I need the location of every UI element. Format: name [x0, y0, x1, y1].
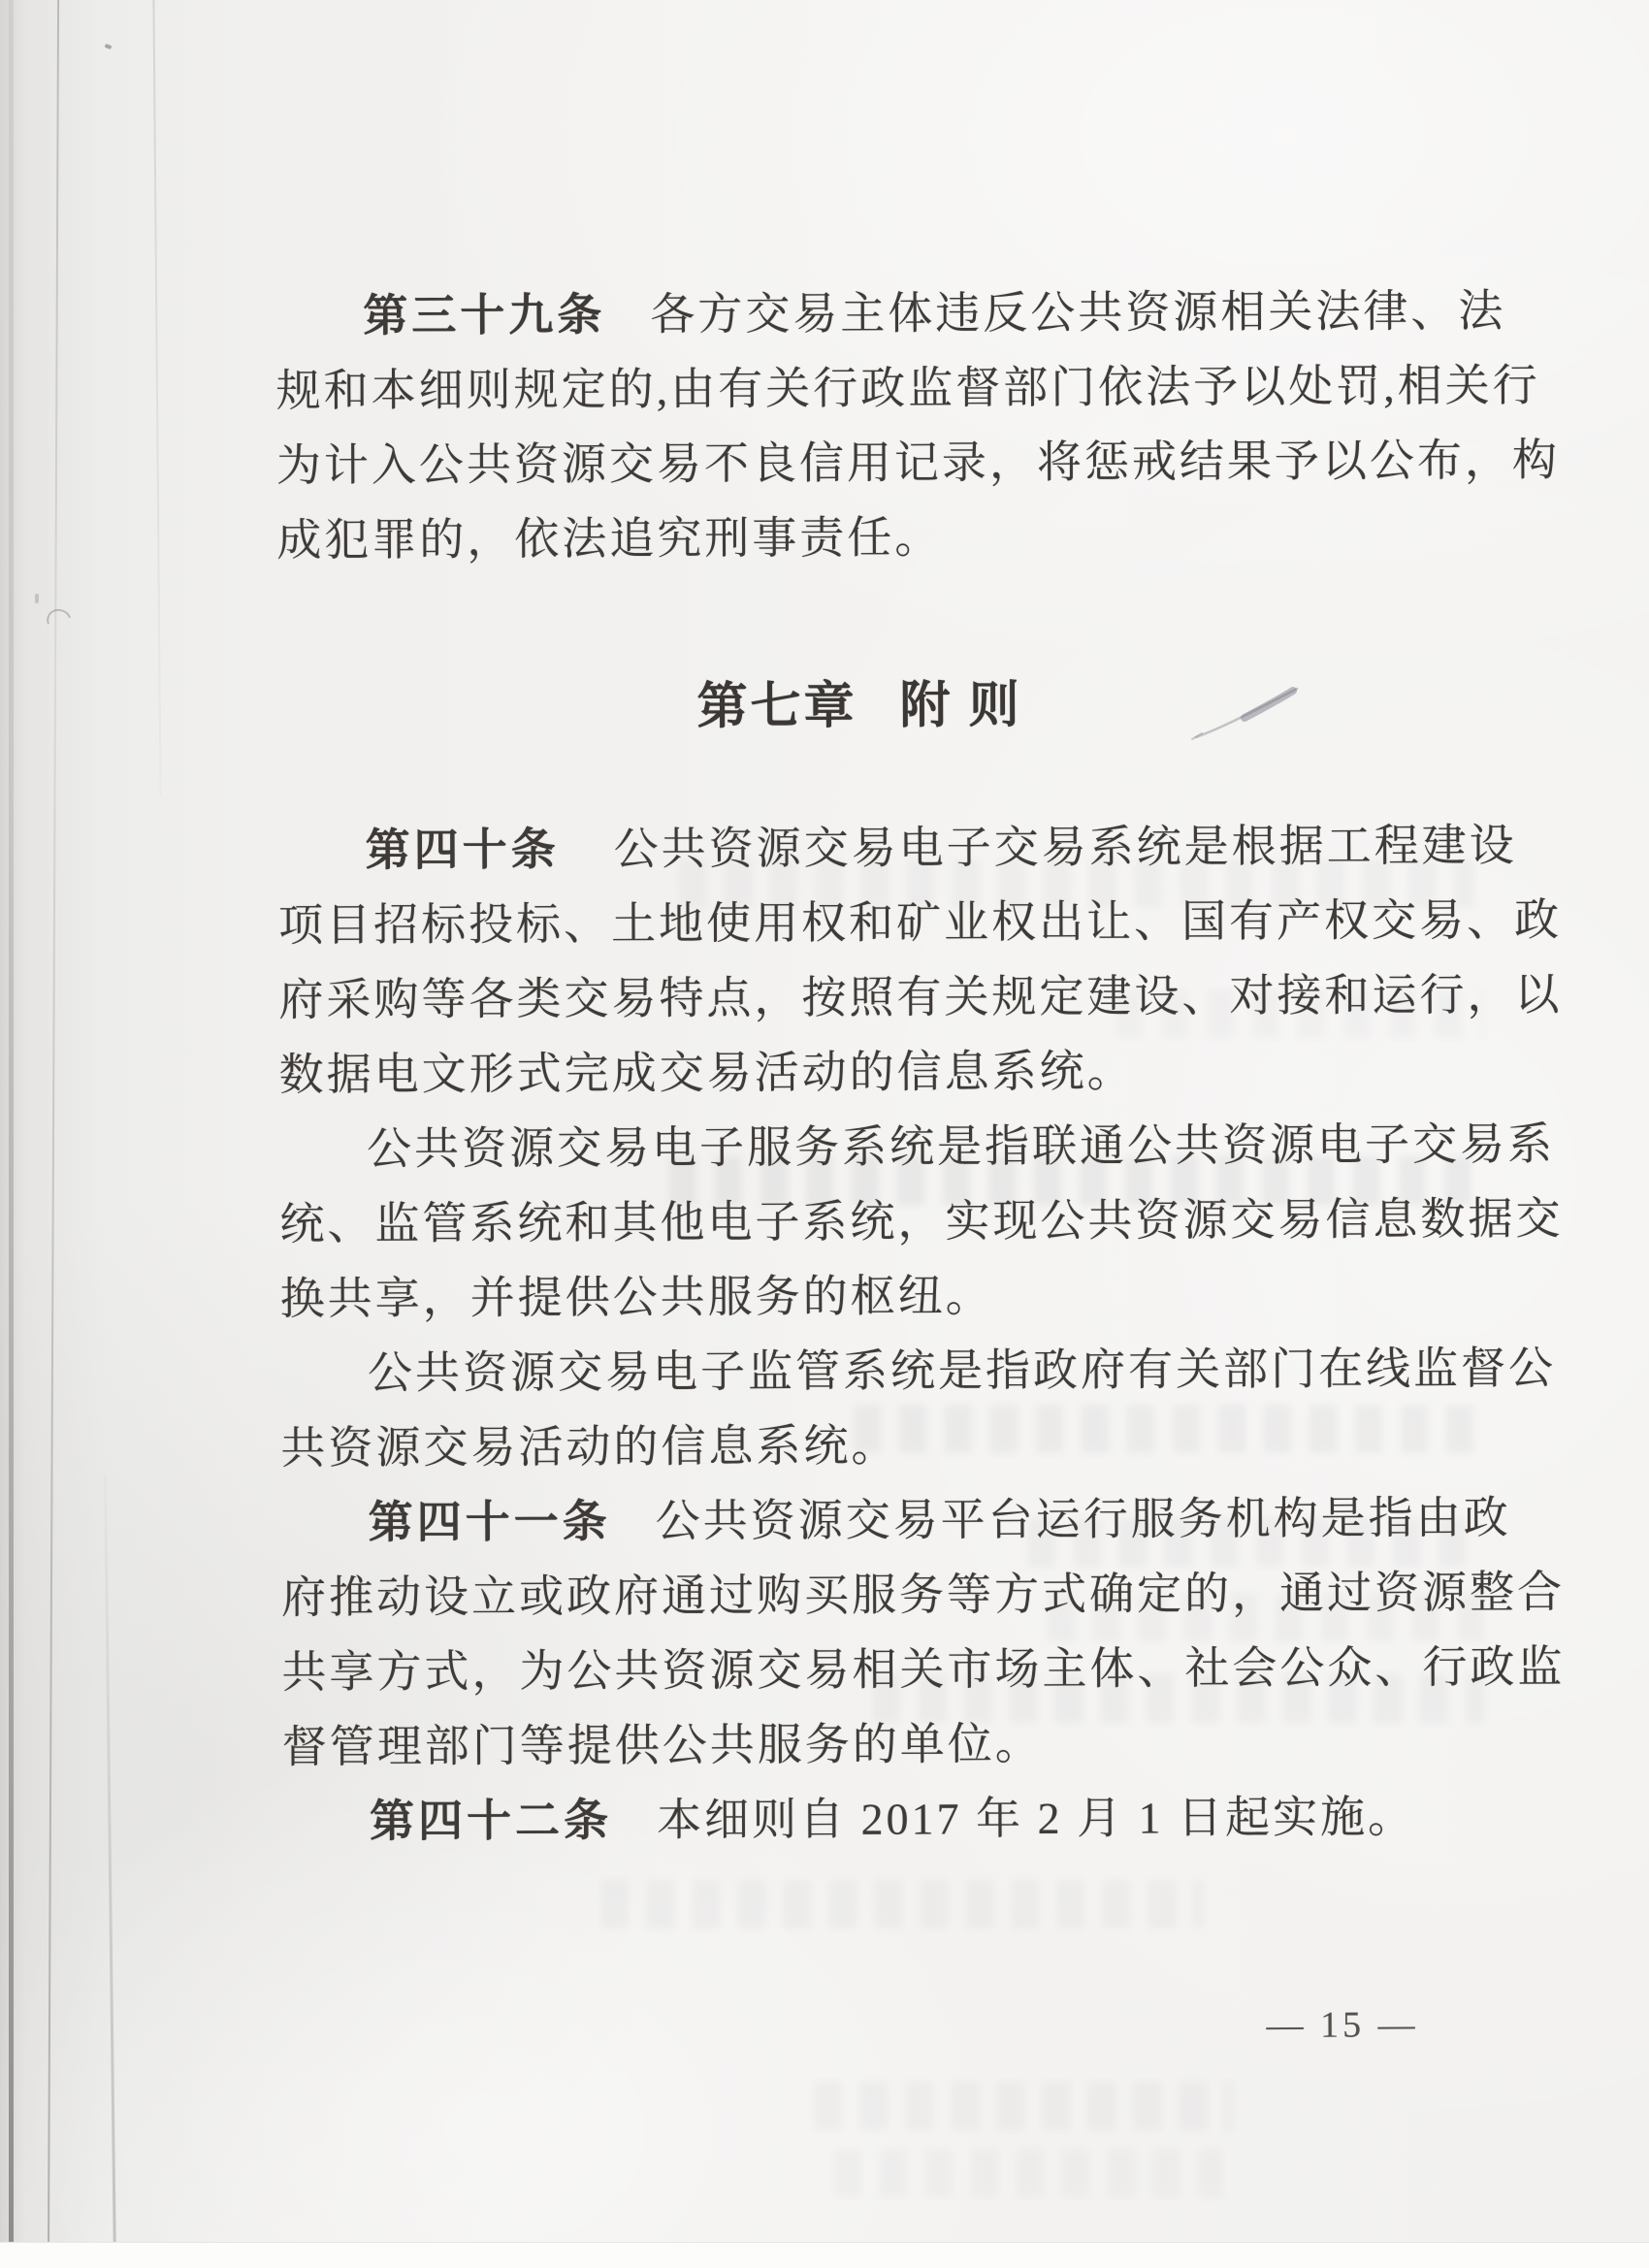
scanner-edge-strip	[0, 2242, 1649, 2268]
article-text: 公共资源交易电子交易系统是根据工程建设	[613, 820, 1517, 874]
chapter-label: 第七章	[696, 678, 857, 735]
text-line: 公共资源交易电子服务系统是指联通公共资源电子交易系	[366, 1118, 1556, 1175]
articles-body	[278, 808, 1567, 1860]
text-line: 统、监管系统和其他电子系统，实现公共资源交易信息数据交	[279, 1193, 1564, 1249]
page-number: — 15 —	[1266, 2004, 1419, 2047]
text-line: 规和本细则规定的,由有关行政监督部门依法予以处罚,相关行	[275, 360, 1540, 416]
text-line: 共资源交易活动的信息系统。	[280, 1420, 899, 1474]
text-line: 换共享，并提供公共服务的枢纽。	[279, 1271, 993, 1324]
text-line: 督管理部门等提供公共服务的单位。	[281, 1719, 1043, 1772]
article-number: 第四十一条	[368, 1496, 611, 1548]
chapter-heading	[277, 666, 1441, 746]
text-line: 公共资源交易电子监管系统是指政府有关部门在线监督公	[367, 1343, 1557, 1399]
article-text: 本细则自 2017 年 2 月 1 日起实施。	[656, 1792, 1416, 1845]
text-line: 共享方式，为公共资源交易相关市场主体、社会公众、行政监	[281, 1641, 1566, 1698]
text-line: 府采购等各类交易特点，按照有关规定建设、对接和运行，以	[278, 969, 1563, 1025]
text-line: 项目招标投标、土地使用权和矿业权出让、国有产权交易、政	[277, 894, 1563, 951]
text-line	[275, 274, 1559, 354]
text-line	[278, 808, 1562, 889]
article-39-paragraph	[275, 274, 1560, 578]
article-number: 第三十九条	[363, 289, 606, 341]
chapter-title: 附 则	[899, 678, 1022, 734]
text-line	[282, 1779, 1566, 1860]
article-text: 各方交易主体违反公共资源相关法律、法	[650, 285, 1506, 340]
text-line: 为计入公共资源交易不良信用记录，将惩戒结果予以公布，构	[275, 435, 1561, 491]
text-line: 数据电文形式完成交易活动的信息系统。	[278, 1046, 1135, 1100]
text-line: 成犯罪的，依法追究刑事责任。	[276, 512, 943, 566]
text-line	[281, 1480, 1565, 1561]
text-line: 府推动设立或政府通过购买服务等方式确定的，通过资源整合	[280, 1567, 1566, 1623]
article-text: 公共资源交易平台运行服务机构是指由政	[655, 1492, 1511, 1546]
article-number: 第四十二条	[369, 1795, 613, 1847]
article-number: 第四十条	[365, 825, 560, 876]
